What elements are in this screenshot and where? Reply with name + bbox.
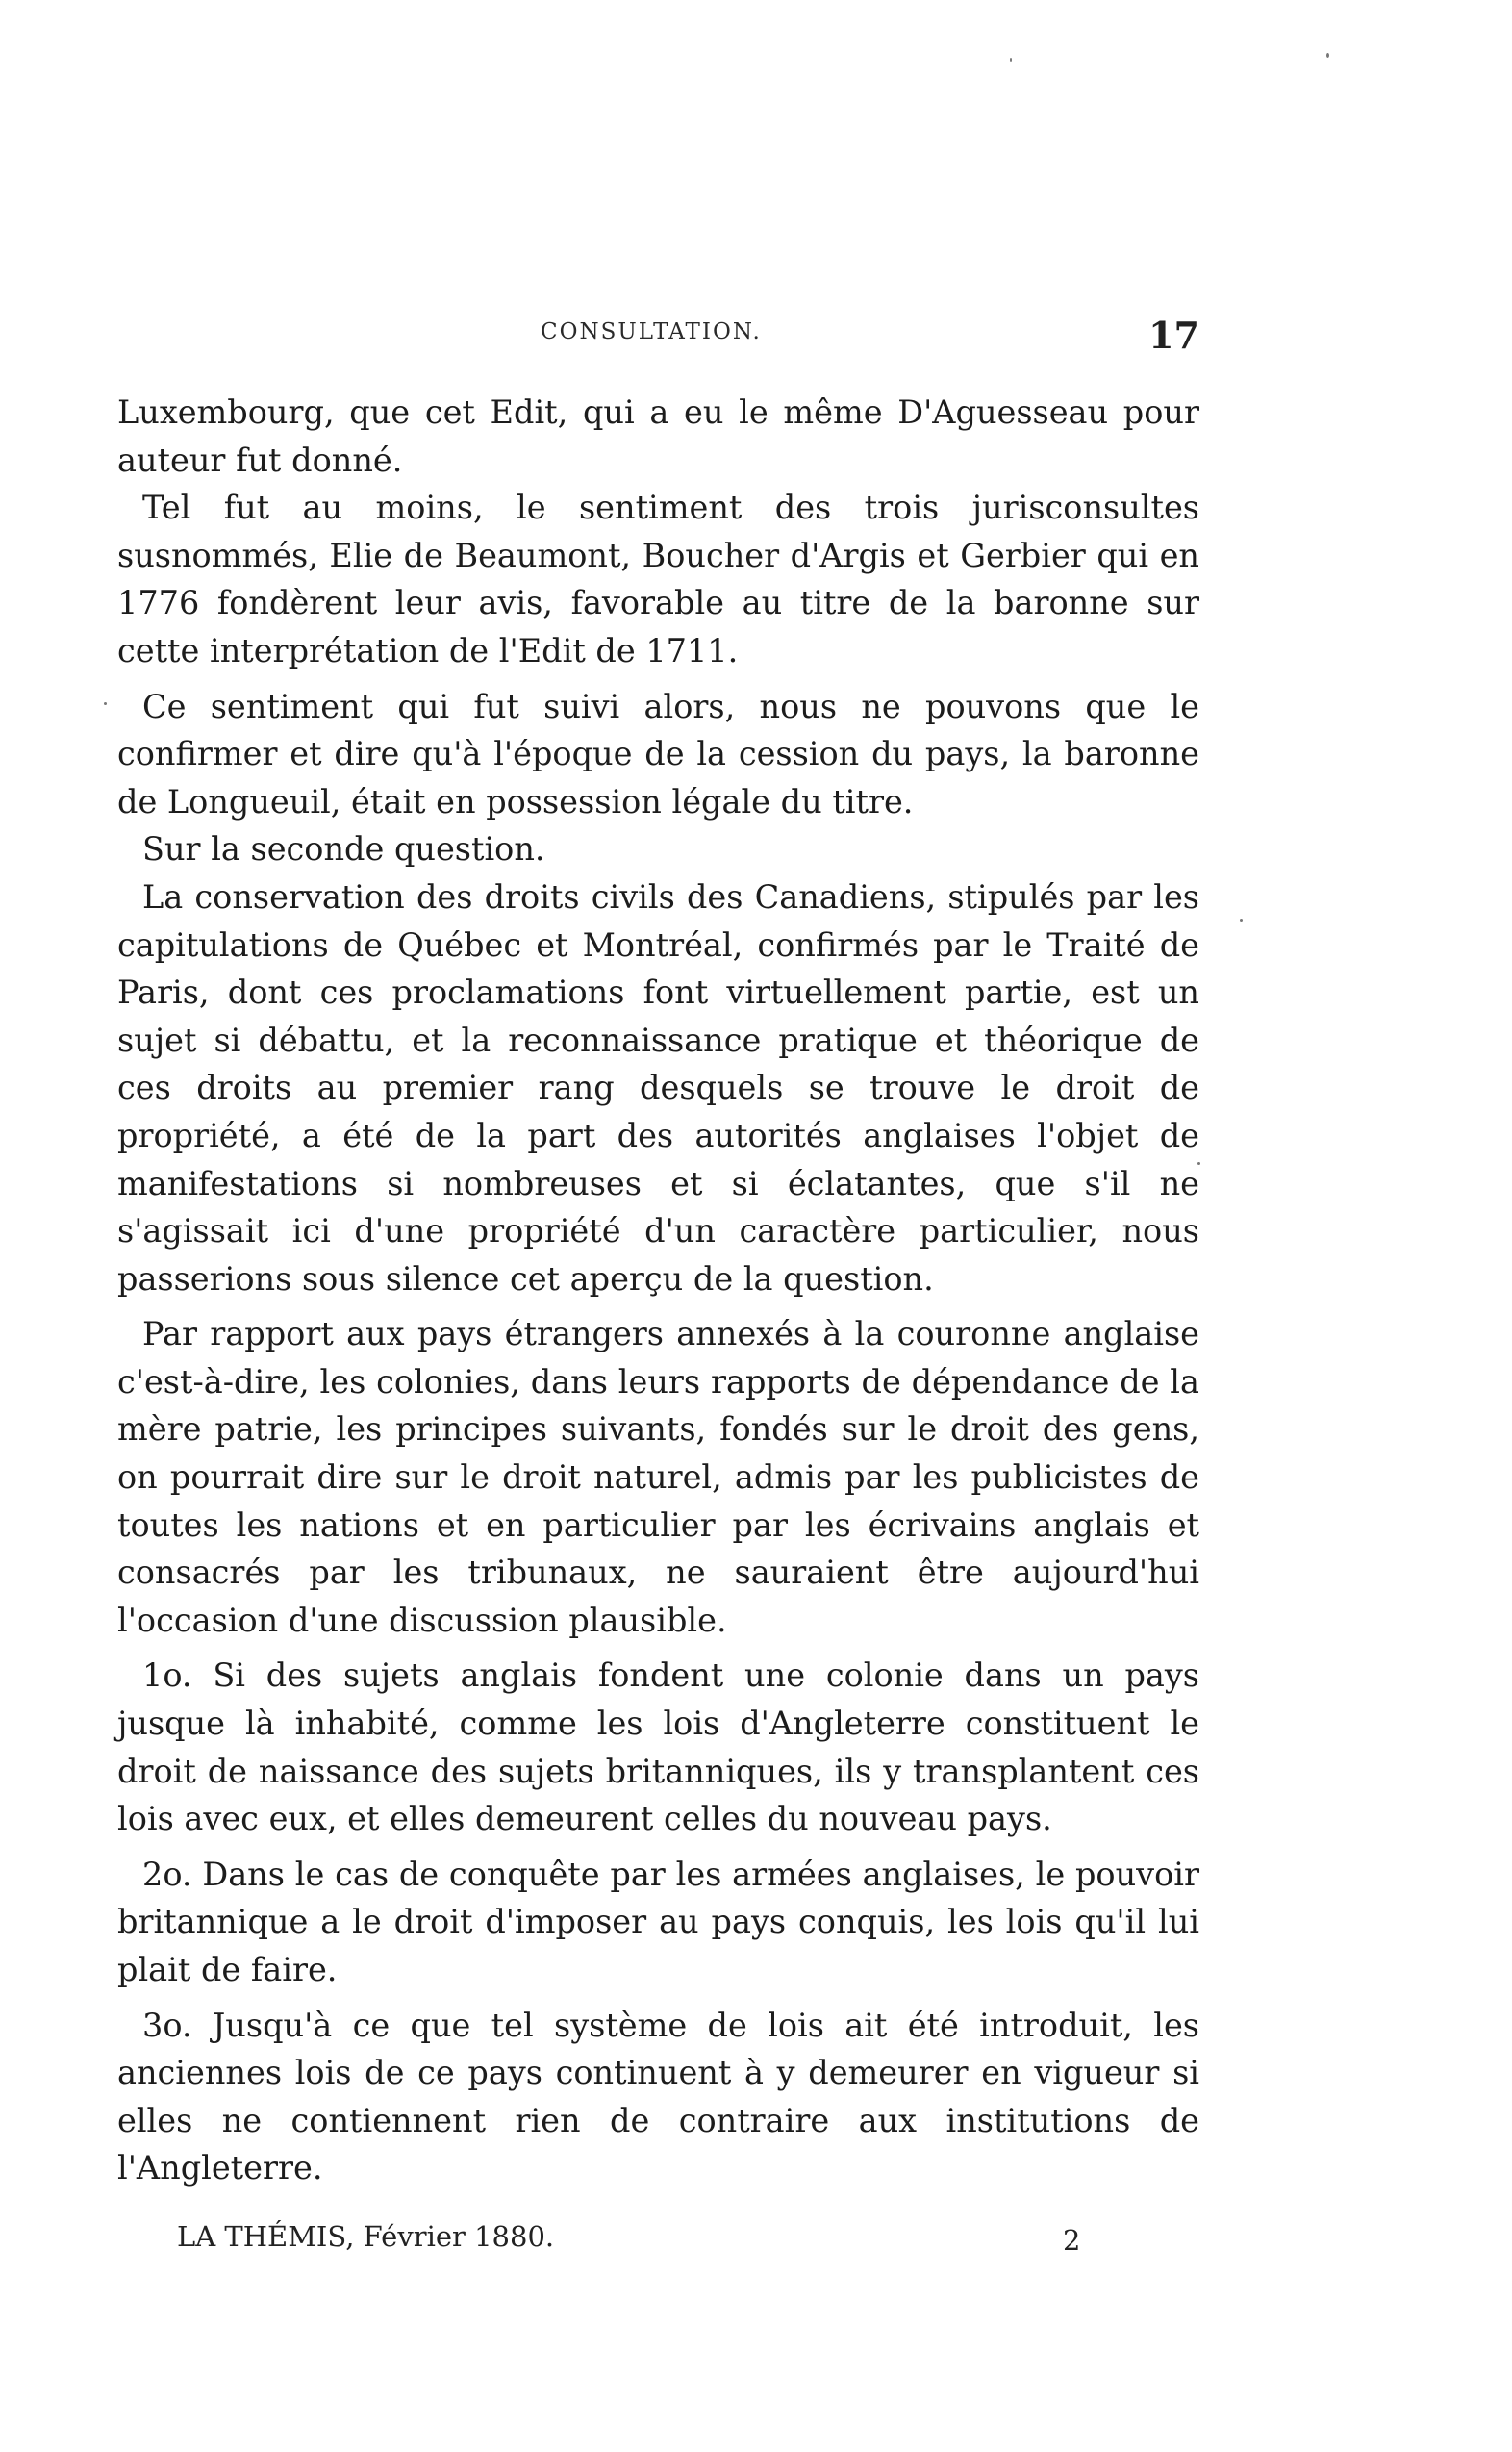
principle-3: 3o. Jusqu'à ce que tel système de lois ait été introduit, les anciennes lois de ce pays continuent à y demeurer en vigueur si elles ne contiennent rien de contraire aux institutions de l'Angleterre. xyxy=(117,2006,1199,2187)
journal-reference: LA THÉMIS, Février 1880. xyxy=(177,2220,555,2253)
paragraph-droits-civils: La conservation des droits civils des Canadiens, stipulés par les capitulations de Québec et Montréal, confirmés par le Traité de Paris, dont ces proclamations font virtuellement partie, est un sujet si débattu, et la reconnaissance pratique et théorique de ces droits au premier rang desquels se trouve le droit de propriété, a été de la part des autorités anglaises l'objet de manifestations si nombreuses et si éclatantes, que s'il ne s'agissait ici d'une propriété d'un caractère particulier, nous passerions sous silence cet aperçu de la question. xyxy=(117,877,1199,1298)
principle-2: 2o. Dans le cas de conquête par les armées anglaises, le pouvoir britannique a le droit d'imposer au pays conquis, les lois qu'il lui plait de faire. xyxy=(117,1855,1199,1988)
signature-mark: 2 xyxy=(1063,2224,1081,2257)
paragraph-continuation: Luxembourg, que cet Edit, qui a eu le même D'Aguesseau pour auteur fut donné. xyxy=(117,393,1199,479)
print-speck xyxy=(1010,58,1012,62)
page-header xyxy=(117,314,1199,358)
page-number: 17 xyxy=(1148,314,1199,357)
paragraph-pays-etrangers: Par rapport aux pays étrangers annexés à la couronne anglaise c'est-à-dire, les colonies, dans leurs rapports de dépendance de la mère patrie, les principes suivants, fondés sur le droit des gens, on pourrait dire sur le droit naturel, admis par les publicistes de toutes les nations et en particulier par les écrivains anglais et consacrés par les tribunaux, ne sauraient être aujourd'hui l'occasion d'une discussion plausible. xyxy=(117,1315,1199,1639)
print-speck xyxy=(1197,1162,1200,1165)
print-speck xyxy=(1326,53,1329,58)
paragraph-sentiment: Ce sentiment qui fut suivi alors, nous ne pouvons que le confirmer et dire qu'à l'époque de la cession du pays, la baronne de Longueuil, était en possession légale du titre. xyxy=(117,687,1199,821)
body-text xyxy=(117,389,1199,2192)
page-footer xyxy=(117,2220,1199,2259)
print-speck xyxy=(104,702,107,705)
running-title: CONSULTATION. xyxy=(541,319,762,344)
principle-1: 1o. Si des sujets anglais fondent une colonie dans un pays jusque là inhabité, comme les lois d'Angleterre constituent le droit de naissance des sujets britanniques, ils y transplantent ces lois avec eux, et elles demeurent celles du nouveau pays. xyxy=(117,1656,1199,1838)
print-speck xyxy=(1240,919,1243,922)
paragraph-jurisconsultes: Tel fut au moins, le sentiment des trois jurisconsultes susnommés, Elie de Beaumont, Boucher d'Argis et Gerbier qui en 1776 fondèrent leur avis, favorable au titre de la baronne sur cette interprétation de l'Edit de 1711. xyxy=(117,489,1199,670)
section-heading-seconde-question: Sur la seconde question. xyxy=(142,830,545,869)
